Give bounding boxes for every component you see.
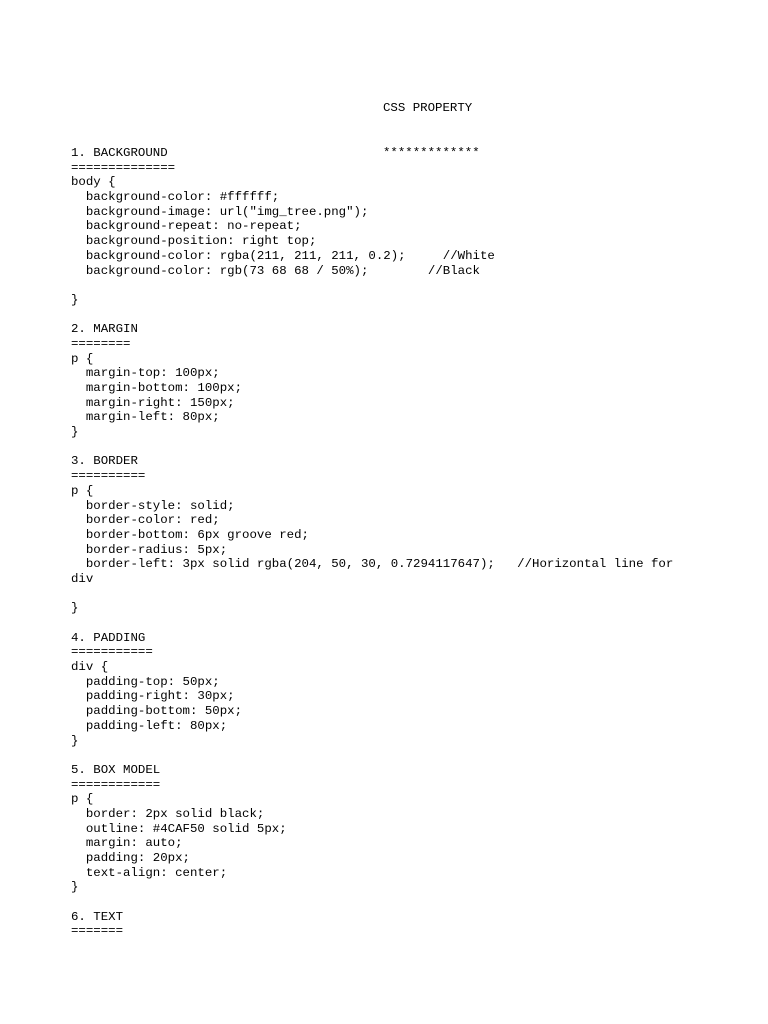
code-line: margin-right: 150px;	[71, 395, 235, 410]
code-line: padding-left: 80px;	[71, 718, 228, 733]
code-line: background-color: #ffffff;	[71, 190, 280, 205]
code-line: div {	[71, 660, 109, 675]
code-line: }	[71, 880, 79, 895]
code-line: p {	[71, 483, 94, 498]
code-line: text-align: center;	[71, 865, 228, 880]
code-line	[71, 748, 673, 763]
code-line: border-style: solid;	[71, 498, 235, 513]
code-line: 3. BORDER	[71, 454, 138, 469]
code-line: border-color: red;	[71, 513, 220, 528]
code-line: background-repeat: no-repeat;	[71, 219, 302, 234]
code-line: div	[71, 571, 94, 586]
code-line: background-position: right top;	[71, 234, 317, 249]
code-line: }	[71, 425, 79, 440]
code-line	[71, 616, 673, 631]
code-line: background-color: rgb(73 68 68 / 50%); //Black	[71, 263, 480, 278]
code-line: margin-bottom: 100px;	[71, 381, 243, 395]
code-line: margin: auto;	[71, 836, 183, 851]
code-line: padding-top: 50px;	[71, 674, 220, 689]
code-line: background-color: rgba(211, 211, 211, 0.2); //White	[71, 248, 495, 263]
document-title: CSS PROPERTY	[383, 101, 473, 116]
code-line: border-radius: 5px;	[71, 542, 228, 557]
code-line: }	[71, 292, 79, 307]
code-line: }	[71, 601, 79, 616]
code-line: padding: 20px;	[71, 851, 190, 865]
code-line	[71, 440, 673, 455]
code-line: 4. PADDING	[71, 630, 146, 645]
code-line: outline: #4CAF50 solid 5px;	[71, 821, 287, 836]
code-line	[71, 278, 673, 293]
code-line: border-bottom: 6px groove red;	[71, 527, 309, 542]
title-underline: *************	[383, 145, 480, 160]
code-line	[71, 587, 673, 602]
code-line: background-image: url("img_tree.png");	[71, 204, 369, 219]
code-line	[71, 308, 673, 323]
code-line: ==============	[71, 160, 176, 175]
code-line: ==========	[71, 469, 146, 484]
code-line: ===========	[71, 645, 153, 660]
code-line: padding-right: 30px;	[71, 689, 235, 704]
code-line: body {	[71, 175, 116, 190]
code-line: 5. BOX MODEL	[71, 762, 161, 777]
code-line: 2. MARGIN	[71, 322, 138, 337]
code-line: p {	[71, 351, 94, 366]
code-line: 1. BACKGROUND	[71, 146, 168, 160]
code-line: =======	[71, 924, 124, 939]
code-line: padding-bottom: 50px;	[71, 704, 243, 719]
document-body	[71, 146, 673, 939]
code-line: ============	[71, 777, 161, 792]
code-line: p {	[71, 792, 94, 807]
code-line: margin-left: 80px;	[71, 410, 220, 425]
code-line: border-left: 3px solid rgba(204, 50, 30, 0.7294117647); //Horizontal line for	[71, 557, 674, 572]
code-line: 6. TEXT	[71, 909, 124, 924]
code-line: border: 2px solid black;	[71, 806, 265, 821]
code-line	[71, 895, 673, 910]
code-line: margin-top: 100px;	[71, 366, 220, 381]
code-line: }	[71, 733, 79, 748]
code-line: ========	[71, 336, 131, 351]
